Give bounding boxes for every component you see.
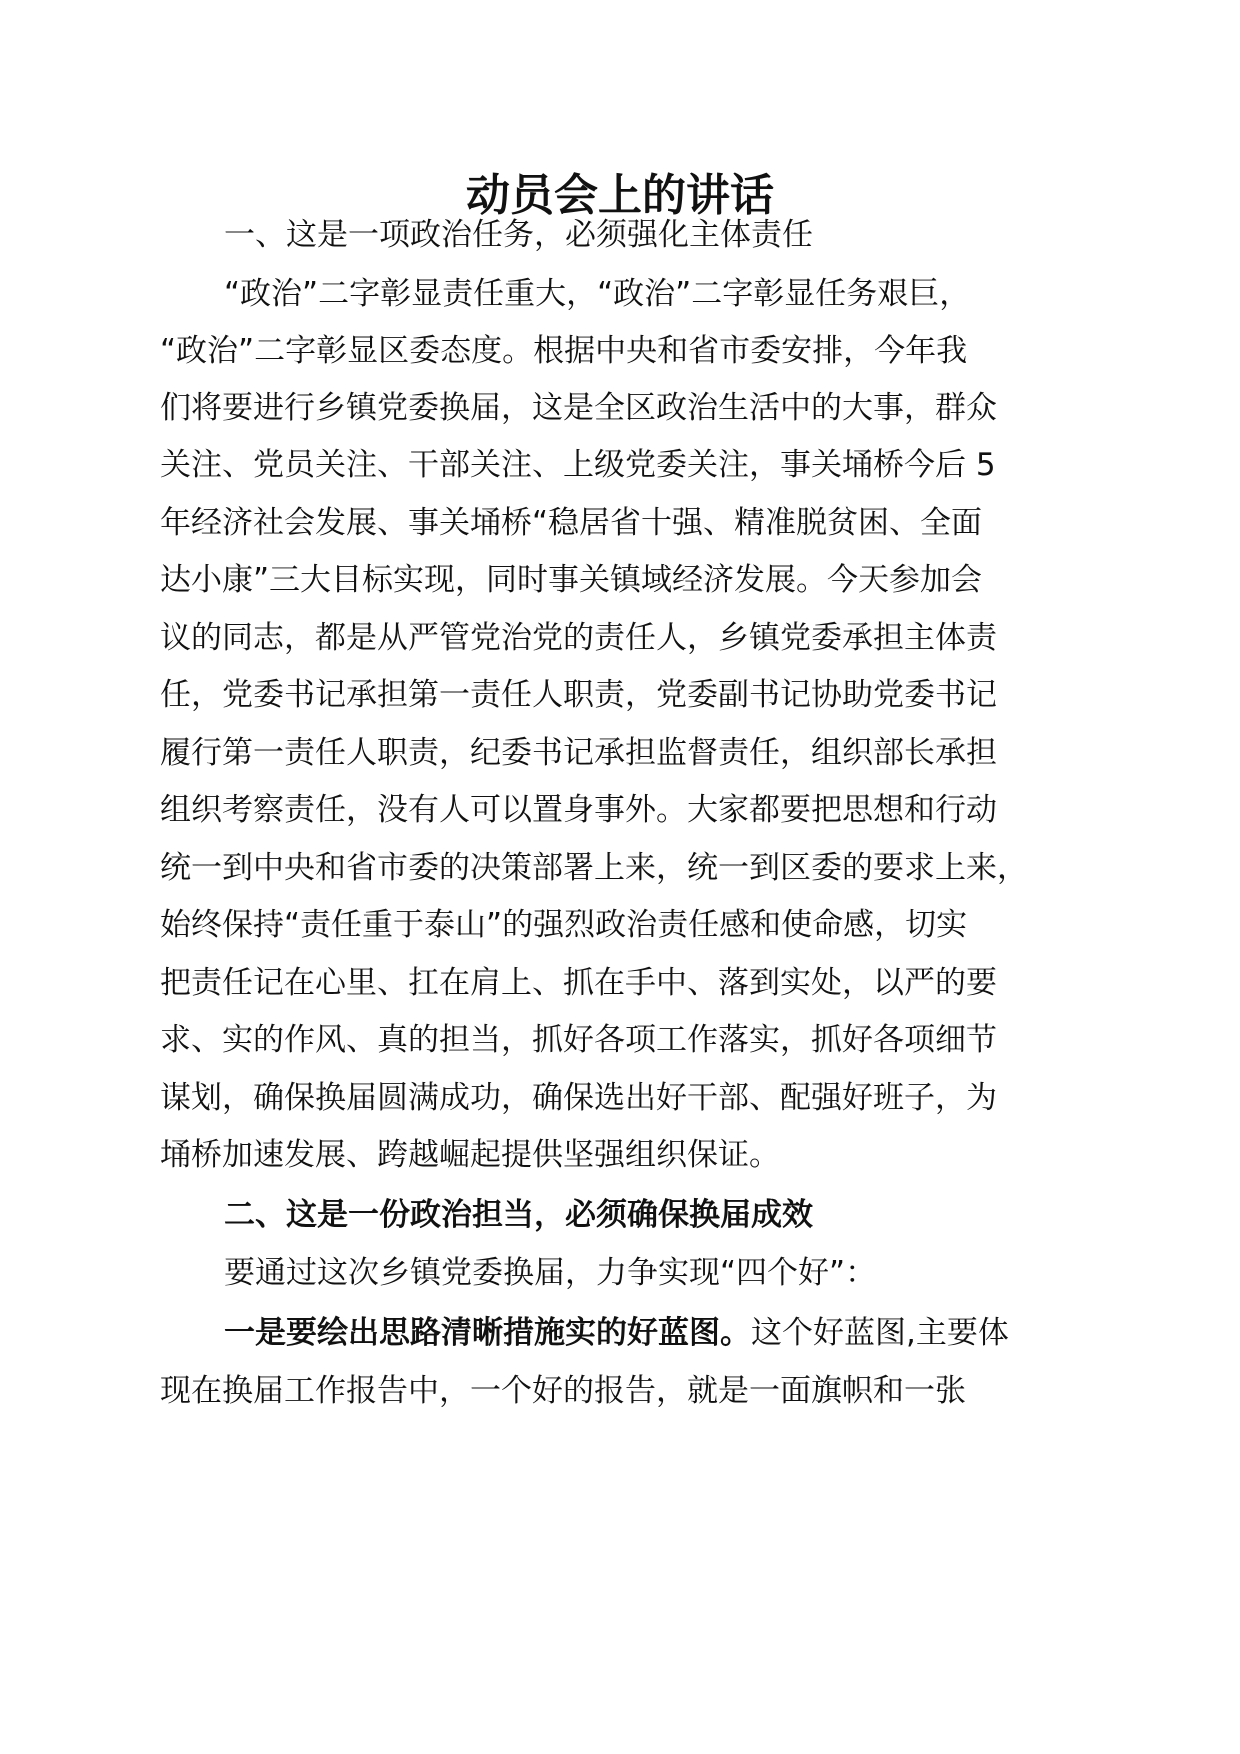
paragraph-line xyxy=(224,1312,1120,1354)
paragraph-line: 年经济社会发展、事关埇桥“稳居省十强、精准脱贫困、全面 xyxy=(160,505,983,541)
paragraph-line: “政治”二字彰显区委态度。根据中央和省市委安排，今年我 xyxy=(160,333,968,369)
paragraph-line: 关注、党员关注、干部关注、上级党委关注，事关埇桥今后 5 xyxy=(160,447,996,483)
paragraph-line: 议的同志，都是从严管党治党的责任人，乡镇党委承担主体责 xyxy=(160,620,997,656)
section-heading-2: 二、这是一份政治担当，必须确保换届成效 xyxy=(224,1197,813,1233)
paragraph-line: 谋划，确保换届圆满成功，确保选出好干部、配强好班子，为 xyxy=(160,1080,997,1116)
paragraph-line: 达小康”三大目标实现，同时事关镇域经济发展。今天参加会 xyxy=(160,562,983,598)
paragraph-line: 把责任记在心里、扛在肩上、抓在手中、落到实处，以严的要 xyxy=(160,965,997,1001)
paragraph-line: 组织考察责任，没有人可以置身事外。大家都要把思想和行动 xyxy=(160,792,997,828)
paragraph-line: 统一到中央和省市委的决策部署上来，统一到区委的要求上来， xyxy=(160,850,1028,886)
paragraph-line: 始终保持“责任重于泰山”的强烈政治责任感和使命感，切实 xyxy=(160,907,968,943)
paragraph-line: 现在换届工作报告中，一个好的报告，就是一面旗帜和一张 xyxy=(160,1373,966,1409)
document-title: 动员会上的讲话 xyxy=(466,170,774,221)
paragraph-line: 任，党委书记承担第一责任人职责，党委副书记协助党委书记 xyxy=(160,677,997,713)
paragraph-line: “政治”二字彰显责任重大，“政治”二字彰显任务艰巨， xyxy=(224,276,971,312)
paragraph-line: 要通过这次乡镇党委换届，力争实现“四个好”： xyxy=(224,1255,877,1291)
point-text: 这个好蓝图,主要体 xyxy=(751,1315,1009,1351)
paragraph-line: 履行第一责任人职责，纪委书记承担监督责任，组织部长承担 xyxy=(160,735,997,771)
paragraph-line: 埇桥加速发展、跨越崛起提供坚强组织保证。 xyxy=(160,1137,780,1173)
paragraph-line: 求、实的作风、真的担当，抓好各项工作落实，抓好各项细节 xyxy=(160,1022,997,1058)
section-heading-1: 一、这是一项政治任务，必须强化主体责任 xyxy=(224,217,813,253)
paragraph-line: 们将要进行乡镇党委换届，这是全区政治生活中的大事，群众 xyxy=(160,390,997,426)
point-heading: 一是要绘出思路清晰措施实的好蓝图。 xyxy=(224,1315,751,1351)
